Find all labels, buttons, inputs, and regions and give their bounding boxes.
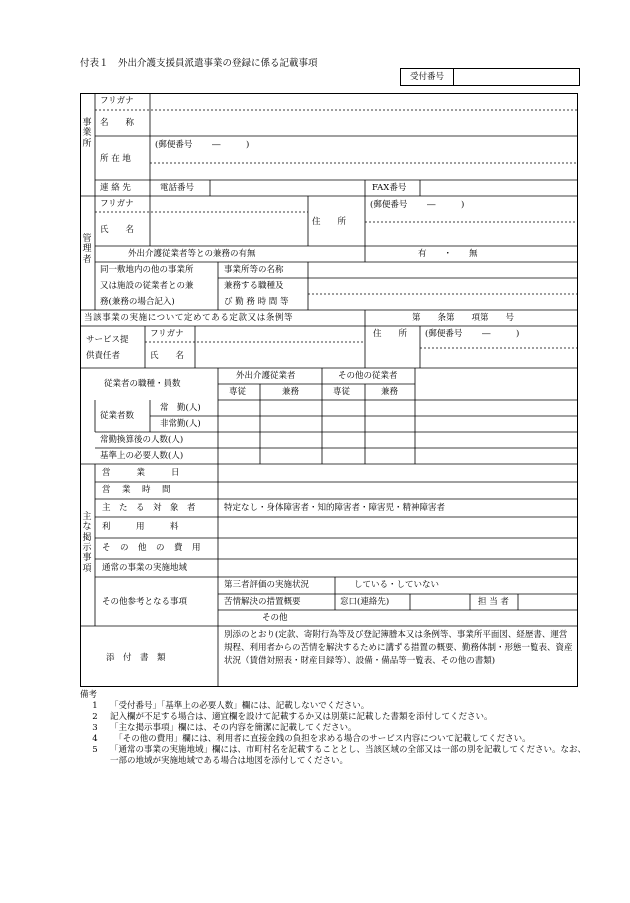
note-item: 4 「その他の費用」欄には、利用者に直接金銭の負担を求める場合のサービス内容について記載してください。 xyxy=(92,734,531,745)
complaint-person-label: 担 当 者 xyxy=(478,597,509,607)
third-party-label: 第三者評価の実施状況 xyxy=(224,580,310,590)
staff-required-label: 基準上の必要人数(人) xyxy=(100,451,184,461)
complaint-label: 苦情解決の措置概要 xyxy=(224,597,301,607)
staff-part-col-2: 兼務 xyxy=(381,387,399,397)
business-fax-label: FAX番号 xyxy=(372,183,407,193)
manager-concurrent-label: 外出介護従業者等との兼務の有無 xyxy=(128,249,256,259)
provider-furigana-label: フリガナ xyxy=(150,329,184,339)
business-contact-label: 連 絡 先 xyxy=(100,183,131,193)
staff-fulltime-label: 常 勤(人) xyxy=(160,403,201,413)
staff-count-label: 従業者数 xyxy=(100,411,135,421)
attachments-text: 別添のとおり(定款、寄附行為等及び登記簿謄本又は条例等、事業所平面図、経歴書、運営規程、利用者からの苦情を解決するために講ずる措置の概要、勤務体制・形態一覧表、資産状況（賃借対照表・財産目録等）、設備・備品等一覧表、その他の書類) xyxy=(224,630,573,667)
provider-name-label: 氏 名 xyxy=(150,351,185,361)
form-title: 付表１ 外出介護支援員派遣事業の登録に係る記載事項 xyxy=(80,58,318,69)
notes-heading: 備考 xyxy=(80,690,98,700)
note-item: 5 「通常の事業の実施地域」欄には、市町村名を記載することとし、当該区域の全部又は一部の別を記載してください。なお、一部の地域が実施地域である場合は地図を添付してください。 xyxy=(92,745,587,767)
notes-section xyxy=(80,690,590,767)
provider-postal: (郵便番号 ― ) xyxy=(425,329,520,339)
note-item: 2 記入欄が不足する場合は、適宜欄を設けて記載するか又は別葉に記載した書類を添付してください。 xyxy=(92,712,493,723)
third-party-value[interactable]: している・していない xyxy=(354,580,440,590)
business-postal: (郵便番号 ― ) xyxy=(155,140,250,150)
same-site-label-1: 同一敷地内の他の事業所 xyxy=(100,265,194,275)
business-days-label: 営 業 日 xyxy=(102,468,183,478)
manager-name-label: 氏 名 xyxy=(100,225,135,235)
attachments-label: 添 付 書 類 xyxy=(106,653,166,663)
office-name-label: 事業所等の名称 xyxy=(224,265,284,275)
targets-value[interactable]: 特定なし・身体障害者・知的障害者・障害児・精神障害者 xyxy=(224,503,446,513)
manager-postal: (郵便番号 ― ) xyxy=(370,200,465,210)
reference-label: その他参考となる事項 xyxy=(102,597,188,607)
manager-section-label: 管理者 xyxy=(82,234,92,265)
business-section-label: 事業所 xyxy=(82,118,92,149)
regulation-label: 当該事業の実施について定めてある定款又は条例等 xyxy=(84,313,294,323)
regulation-article: 第 条第 項第 号 xyxy=(412,313,515,323)
manager-furigana-label: フリガナ xyxy=(100,199,134,209)
provider-label-1: サービス提 xyxy=(86,335,129,345)
complaint-window-label: 窓口(連絡先) xyxy=(340,597,390,607)
staff-header: 従業者の職種・員数 xyxy=(104,379,181,389)
staff-fulltime-col-2: 専従 xyxy=(333,387,351,397)
business-address-label: 所 在 地 xyxy=(100,154,131,164)
targets-label: 主 た る 対 象 者 xyxy=(102,503,196,513)
staff-fulltime-col-1: 専従 xyxy=(229,387,247,397)
staff-group-1: 外出介護従業者 xyxy=(236,371,296,381)
same-site-label-2: 又は施設の従業者との兼 xyxy=(100,281,194,291)
duty-label-1: 兼務する職種及 xyxy=(224,281,284,291)
business-furigana-label: フリガナ xyxy=(100,96,134,106)
manager-address-label: 住 所 xyxy=(312,217,347,227)
business-name-label: 名 称 xyxy=(100,118,135,128)
note-item: 1 「受付番号」「基準上の必要人数」欄には、記載しないでください。 xyxy=(92,701,370,712)
other-label: その他 xyxy=(262,613,288,623)
main-section-label: 主な掲示事項 xyxy=(82,512,92,574)
staff-parttime-label: 非常勤(人) xyxy=(160,419,201,429)
duty-label-2: び 勤 務 時 間 等 xyxy=(224,297,289,307)
fee-label: 利 用 料 xyxy=(102,522,179,532)
area-label: 通常の事業の実施地域 xyxy=(102,563,188,573)
provider-address-label: 住 所 xyxy=(373,329,408,339)
staff-group-2: その他の従業者 xyxy=(338,371,398,381)
staff-converted-label: 常勤換算後の人数(人) xyxy=(100,435,184,445)
receipt-number-label: 受付番号 xyxy=(401,69,454,85)
same-site-label-3: 務(兼務の場合記入) xyxy=(100,297,175,307)
business-hours-label: 営 業 時 間 xyxy=(102,485,173,495)
provider-label-2: 供責任者 xyxy=(86,351,121,361)
note-item: 3 「主な掲示事項」欄には、その内容を簡潔に記載してください。 xyxy=(92,723,357,734)
manager-yesno[interactable]: 有 ・ 無 xyxy=(418,249,478,259)
staff-part-col-1: 兼務 xyxy=(282,387,300,397)
other-cost-label: そ の 他 の 費 用 xyxy=(102,543,202,553)
business-phone-label: 電話番号 xyxy=(160,183,195,193)
